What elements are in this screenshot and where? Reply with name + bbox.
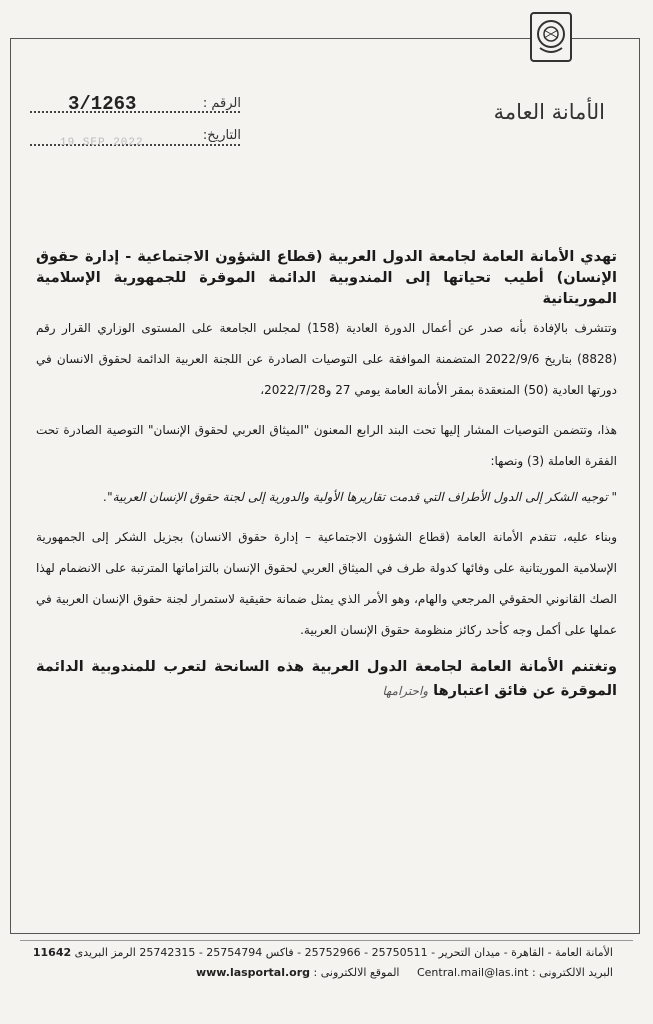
resolution-text: وتتشرف بالإفادة بأنه صدر عن أعمال الدورة العادية (158) لمجلس الجامعة على المستوى الوزاري القرار رقم (8828) بتاريخ 2022/9/6 المتضمنة الموافقة على التوصيات الصادرة عن اللجنة العربية الدائمة لحقوق الانسان في دورتها العادية (50) المنعقدة بمقر الأمانة العامة يومي 27 و2022/7/28، — [36, 321, 617, 397]
footer-email-link[interactable]: Central.mail@las.int — [416, 966, 529, 979]
footer-website-label: الموقع الالكترونى : — [313, 966, 400, 979]
closing-line — [36, 655, 617, 703]
recommendations-text: هذا، وتتضمن التوصيات المشار إليها تحت البند الرابع المعنون "الميثاق العربي لحقوق الإنسان" التوصية الصادرة تحت الفقرة العاملة (3) ونصها: — [36, 423, 617, 468]
footer-website-link[interactable]: www.lasportal.org — [195, 966, 311, 979]
arab-league-emblem-icon — [530, 12, 572, 62]
closing-text: وتغتنم الأمانة العامة لجامعة الدول العربية هذه السانحة لتعرب للمندوبية الدائمة الموقرة عن فائق اعتبارها — [36, 659, 617, 699]
paragraph-thanks — [36, 522, 617, 646]
thanks-text: وبناء عليه، تتقدم الأمانة العامة (قطاع الشؤون الاجتماعية – إدارة حقوق الانسان) بجزيل الشكر إلى الجمهورية الإسلامية الموريتانية على وفائها كدولة طرف في الميثاق العربي لحقوق الإنسان بالتزاماتها المترتبة على الانضمام لهذا الصك القانوني الحقوقي المرجعي والهام، وهو الأمر الذي يمثل ضمانة حقيقية لاستمرار لجنة حقوق الإنسان العربية في عملها على أكمل وجه كأحد ركائز منظومة حقوق الإنسان العربية. — [36, 530, 617, 637]
footer-postal-label: الرمز البريدى — [74, 946, 136, 959]
date-stamp-value: 19 SEP 2022 — [60, 137, 144, 149]
quoted-recommendation — [36, 487, 617, 507]
intro-text: تهدي الأمانة العامة لجامعة الدول العربية (قطاع الشؤون الاجتماعية - إدارة حقوق الإنسان) أطيب تحياتها إلى المندوبية الدائمة الموقرة للجمهورية الإسلامية الموريتانية — [36, 249, 617, 307]
reference-number-label: الرقم : — [202, 96, 241, 111]
closing-paragraph — [36, 655, 617, 703]
quote-text: " توجيه الشكر إلى الدول الأطراف التي قدمت تقاريرها الأولية والدورية إلى لجنة حقوق الإنسان العربية". — [103, 490, 617, 504]
page-border — [10, 38, 640, 934]
reference-number-row — [0, 93, 653, 120]
footer-postal-code: 11642 — [32, 946, 72, 959]
intro-paragraph — [36, 247, 617, 310]
date-label: التاريخ: — [202, 128, 241, 143]
footer-email-label: البريد الالكترونى : — [531, 966, 613, 979]
footer-phones: 25750511 - 25752966 - فاكس 25754794 - 25742315 — [139, 946, 428, 959]
footer-divider — [20, 940, 633, 941]
footer-contact-line — [40, 966, 613, 979]
closing-handwritten: واحترامها — [382, 684, 429, 698]
paragraph-recommendations — [36, 415, 617, 477]
footer-address-line: الأمانة العامة - القاهرة - ميدان التحرير - 25750511 - 25752966 - فاكس 25754794 - 25742315 الرمز البريدى 11642 — [32, 946, 613, 959]
organization-name: الأمانة العامة — [493, 100, 605, 124]
paragraph-resolution — [36, 313, 617, 406]
footer-address: الأمانة العامة - القاهرة - ميدان التحرير — [438, 946, 613, 959]
reference-number-value: 3/1263 — [68, 93, 137, 115]
